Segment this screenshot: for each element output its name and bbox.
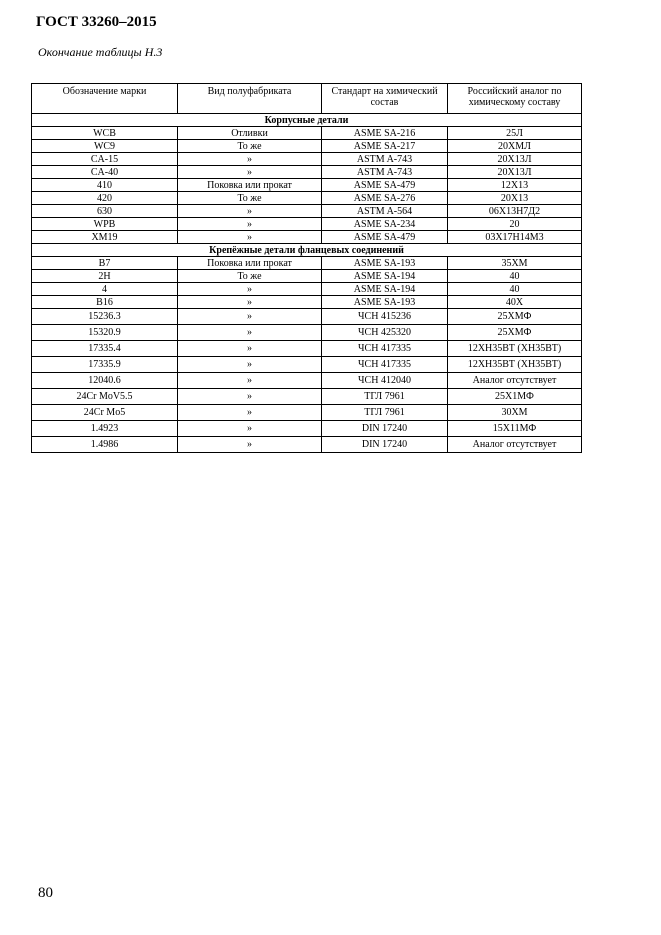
cell-standard: ЧСН 425320 [322,325,448,341]
cell-russian-analog: 25ХМФ [448,325,582,341]
cell-product-type: » [178,357,322,373]
cell-standard: ASME SA-194 [322,283,448,296]
cell-standard: ASTM A-743 [322,153,448,166]
cell-grade: 2H [32,270,178,283]
cell-russian-analog: 15Х11МФ [448,421,582,437]
cell-russian-analog: 40 [448,270,582,283]
cell-grade: CA-40 [32,166,178,179]
cell-russian-analog: 20Х13Л [448,166,582,179]
table-row [32,389,582,405]
cell-product-type: » [178,389,322,405]
table-row [32,257,582,270]
cell-russian-analog: 20ХМЛ [448,140,582,153]
cell-russian-analog: 25Х1МФ [448,389,582,405]
cell-grade: 15320.9 [32,325,178,341]
section-header-flange-fasteners [32,244,582,257]
document-code: ГОСТ 33260–2015 [36,14,157,30]
cell-grade: 410 [32,179,178,192]
cell-product-type: » [178,296,322,309]
column-header-product-type: Вид полуфабриката [178,84,322,114]
cell-standard: ASTM A-564 [322,205,448,218]
cell-product-type: » [178,218,322,231]
cell-russian-analog: 30ХМ [448,405,582,421]
cell-product-type: » [178,231,322,244]
cell-russian-analog: Аналог отсутствует [448,437,582,453]
table-row [32,357,582,373]
page-number: 80 [38,885,53,901]
cell-grade: WC9 [32,140,178,153]
cell-russian-analog: 25Л [448,127,582,140]
table-header-row [32,84,582,114]
cell-grade: 24Cr Mo5 [32,405,178,421]
table-row [32,405,582,421]
cell-russian-analog: 40Х [448,296,582,309]
cell-grade: 12040.6 [32,373,178,389]
cell-standard: ASME SA-216 [322,127,448,140]
cell-product-type: » [178,153,322,166]
section-title: Корпусные детали [32,114,582,127]
cell-grade: 1.4986 [32,437,178,453]
table-row [32,437,582,453]
cell-grade: B7 [32,257,178,270]
cell-grade: WCB [32,127,178,140]
cell-standard: ASME SA-234 [322,218,448,231]
table-row [32,140,582,153]
cell-standard: ASME SA-193 [322,296,448,309]
cell-russian-analog: 35ХМ [448,257,582,270]
cell-standard: DIN 17240 [322,437,448,453]
cell-grade: 4 [32,283,178,296]
column-header-grade: Обозначение марки [32,84,178,114]
cell-russian-analog: 20Х13Л [448,153,582,166]
cell-product-type: » [178,405,322,421]
cell-grade: B16 [32,296,178,309]
cell-standard: ТГЛ 7961 [322,389,448,405]
cell-grade: 17335.4 [32,341,178,357]
cell-russian-analog: 40 [448,283,582,296]
table-row [32,296,582,309]
cell-standard: ASME SA-193 [322,257,448,270]
table-row [32,325,582,341]
cell-grade: 24Cr MoV5.5 [32,389,178,405]
section-header-body-parts [32,114,582,127]
table-row [32,218,582,231]
cell-grade: 420 [32,192,178,205]
cell-standard: ЧСН 415236 [322,309,448,325]
cell-standard: ЧСН 417335 [322,341,448,357]
table-row [32,421,582,437]
column-header-standard: Стандарт на химический состав [322,84,448,114]
cell-russian-analog: 06Х13Н7Д2 [448,205,582,218]
cell-russian-analog: 25ХМФ [448,309,582,325]
table-row [32,192,582,205]
cell-product-type: Поковка или прокат [178,179,322,192]
cell-product-type: То же [178,192,322,205]
table-row [32,341,582,357]
cell-standard: ASME SA-276 [322,192,448,205]
cell-grade: WPB [32,218,178,231]
cell-product-type: » [178,325,322,341]
section-title: Крепёжные детали фланцевых соединений [32,244,582,257]
cell-russian-analog: 03Х17Н14М3 [448,231,582,244]
cell-product-type: То же [178,270,322,283]
cell-russian-analog: 12ХН35ВТ (ХН35ВТ) [448,357,582,373]
cell-product-type: » [178,421,322,437]
cell-product-type: » [178,341,322,357]
cell-russian-analog: 12Х13 [448,179,582,192]
cell-standard: ЧСН 412040 [322,373,448,389]
table-caption: Окончание таблицы Н.3 [38,45,163,59]
cell-product-type: » [178,283,322,296]
column-header-russian-analog: Российский аналог по химическому составу [448,84,582,114]
cell-standard: ASME SA-479 [322,179,448,192]
cell-standard: ASME SA-194 [322,270,448,283]
cell-product-type: То же [178,140,322,153]
table-row [32,231,582,244]
table-row [32,153,582,166]
cell-grade: 17335.9 [32,357,178,373]
cell-standard: ASME SA-479 [322,231,448,244]
cell-product-type: » [178,437,322,453]
cell-standard: DIN 17240 [322,421,448,437]
cell-russian-analog: 20Х13 [448,192,582,205]
cell-russian-analog: 20 [448,218,582,231]
cell-grade: 630 [32,205,178,218]
table-row [32,205,582,218]
table-row [32,179,582,192]
cell-grade: XM19 [32,231,178,244]
cell-grade: CA-15 [32,153,178,166]
cell-product-type: » [178,205,322,218]
table-row [32,127,582,140]
cell-product-type: » [178,166,322,179]
materials-table [31,83,582,453]
cell-product-type: Поковка или прокат [178,257,322,270]
table-row [32,283,582,296]
table-body [32,114,582,453]
table-row [32,270,582,283]
table-row [32,309,582,325]
cell-product-type: » [178,309,322,325]
cell-grade: 1.4923 [32,421,178,437]
cell-standard: ASME SA-217 [322,140,448,153]
table-row [32,166,582,179]
cell-standard: ТГЛ 7961 [322,405,448,421]
cell-grade: 15236.3 [32,309,178,325]
cell-russian-analog: 12ХН35ВТ (ХН35ВТ) [448,341,582,357]
table-row [32,373,582,389]
cell-standard: ASTM A-743 [322,166,448,179]
cell-product-type: Отливки [178,127,322,140]
cell-standard: ЧСН 417335 [322,357,448,373]
cell-product-type: » [178,373,322,389]
cell-russian-analog: Аналог отсутствует [448,373,582,389]
